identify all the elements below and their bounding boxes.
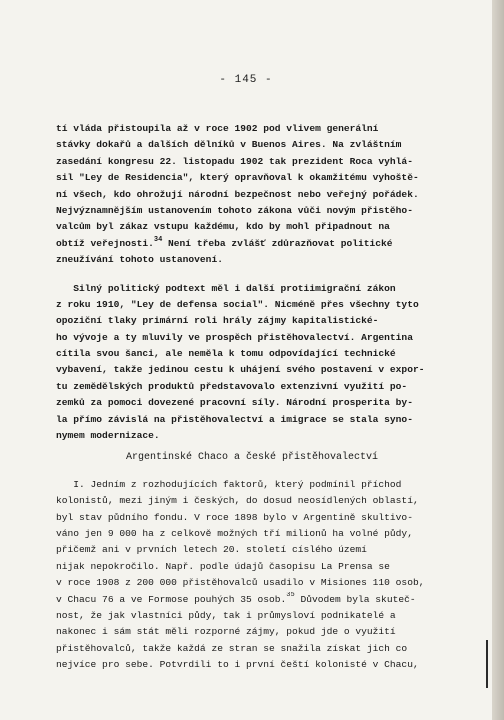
page-edge (492, 0, 504, 720)
text-segment: Není třeba zvlášť zdůrazňovat politické (162, 237, 393, 249)
text-line: byl stav půdního fondu. V roce 1898 bylo v Argentině skultivo- (56, 511, 413, 523)
footnote-mark: 35 (286, 591, 295, 600)
text-line: zemků za pomoci dovezené pracovní síly. Národní prosperita by- (56, 397, 413, 409)
text-line: stávky dokařů a dalších dělníků v Buenos Aires. Na zvláštním (56, 139, 402, 151)
page-number: - 145 - (219, 74, 273, 86)
paragraph-2 (56, 281, 448, 445)
text-line: zneužívání tohoto ustanovení. (56, 254, 223, 266)
body-text (56, 121, 448, 674)
text-line: Silný politický podtext měl i další protiimigrační zákon (56, 282, 396, 294)
text-line: nymem modernizace. (56, 430, 160, 442)
text-line (56, 236, 448, 252)
text-segment: obtíž veřejnosti. (56, 237, 154, 249)
text-line: vybavení, takže jedinou cestu k uhájení svého postavení v expor- (56, 364, 425, 376)
text-line: I. Jedním z rozhodujících faktorů, který podmínil příchod (56, 478, 402, 490)
paragraph-3 (56, 477, 448, 674)
text-line: Nejvýznamnějším ustanovením tohoto zákona vůči novým přistěho- (56, 204, 413, 216)
text-line: ní všech, kdo ohrožují národní bezpečnost nebo veřejný pořádek. (56, 188, 419, 200)
text-line: kolonistů, mezi jiným i českých, do dosud neosídlených oblastí, (56, 495, 419, 507)
text-line: valcům byl zákaz vstupu každému, kdo by mohl připadnout na (56, 221, 390, 233)
text-line: přičemž ani v prvních letech 20. století císlého území (56, 544, 367, 556)
text-line (56, 592, 448, 608)
text-line: přistěhovalců, takže každá ze stran se snažila získat jich co (56, 642, 408, 654)
text-line: nijak nepokročilo. Např. podle údajů časopisu La Prensa se (56, 560, 390, 572)
text-line: ho vývoje a ty mluvily ve prospěch přistěhovalectví. Argentina (56, 331, 413, 343)
text-segment: v Chacu 76 a ve Formose pouhých 35 osob. (56, 593, 287, 605)
text-line: tu zemědělských produktů představovalo extenzivní využití po- (56, 380, 408, 392)
section-heading: Argentinské Chaco a české přistěhovalectví (125, 452, 379, 464)
paragraph-1 (56, 121, 448, 269)
text-segment: Důvodem byla skuteč- (294, 593, 416, 605)
text-line: nost, že jak vlastníci půdy, tak i průmysloví podnikatelé a (56, 609, 396, 621)
text-line: zasedání kongresu 22. listopadu 1902 tak prezident Roca vyhlá- (56, 155, 413, 167)
footnote-mark: 34 (153, 235, 163, 244)
text-line: sil "Ley de Residencia", který opravňoval k okamžitému vyhoště- (56, 172, 419, 184)
margin-mark (486, 640, 488, 688)
text-line: váno jen 9 000 ha z celkově možných tří milionů ha volné půdy, (56, 527, 413, 539)
text-line: v roce 1908 z 200 000 přistěhovalců usadilo v Misiones 110 osob, (56, 577, 425, 589)
text-line: la přímo závislá na přistěhovalectví a imigrace se stala syno- (56, 413, 413, 425)
text-line: nejvíce pro sebe. Potvrdili to i první čeští kolonisté v Chacu, (56, 659, 419, 671)
text-line: z roku 1910, "Ley de defensa social". Nicméně přes všechny tyto (56, 298, 419, 310)
text-line: nakonec i sám stát měli rozporné zájmy, pokud jde o využití (56, 626, 396, 638)
text-line: cítila svou šanci, ale neměla k tomu odpovídající technické (56, 348, 396, 360)
text-line: opoziční tlaky primární roli hrály zájmy kapitalistické- (56, 315, 379, 327)
text-line: tí vláda přistoupila až v roce 1902 pod vlivem generální (56, 123, 379, 134)
